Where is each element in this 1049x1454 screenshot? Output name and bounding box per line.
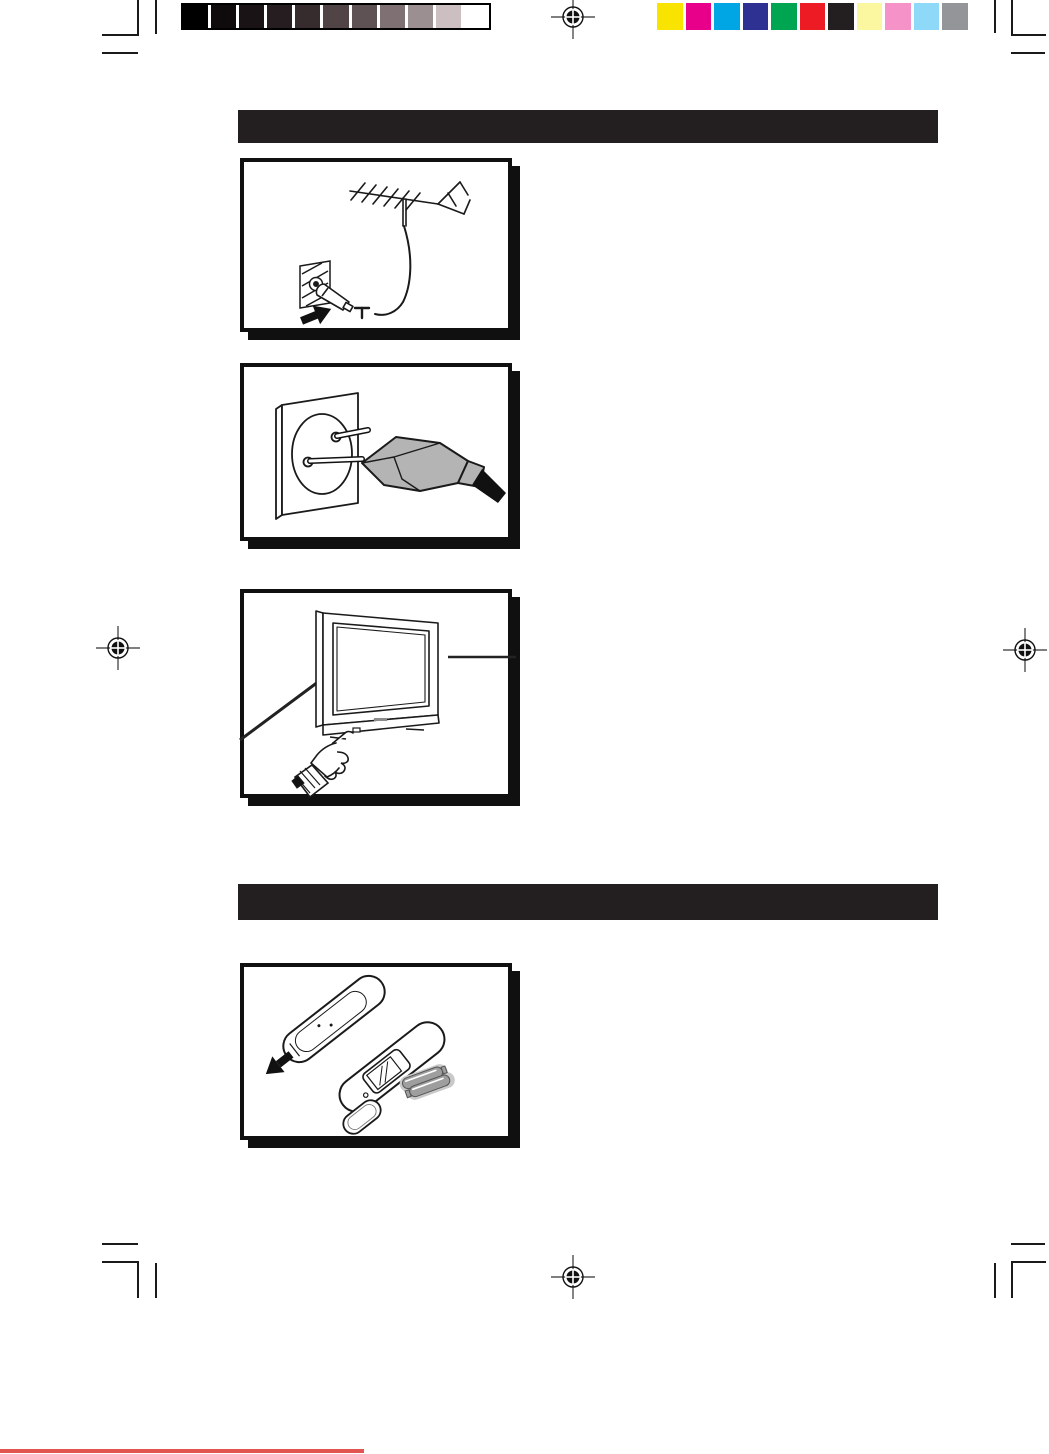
calibration-swatch bbox=[857, 3, 883, 30]
figure-remote-batteries bbox=[240, 963, 512, 1140]
remote-illustration bbox=[244, 967, 508, 1136]
crop-mark bbox=[155, 1263, 157, 1298]
tv-illustration bbox=[240, 589, 516, 802]
calibration-swatch bbox=[714, 3, 740, 30]
brand-logo bbox=[374, 718, 387, 721]
calibration-swatch bbox=[686, 3, 712, 30]
figure-mains-plug bbox=[240, 363, 512, 541]
calibration-swatch bbox=[239, 5, 264, 28]
calibration-swatch bbox=[183, 5, 208, 28]
calibration-swatch bbox=[828, 3, 854, 30]
crop-mark bbox=[1011, 0, 1013, 35]
calibration-swatch bbox=[352, 5, 377, 28]
plug-illustration bbox=[244, 367, 508, 537]
footer-red-line bbox=[0, 1449, 364, 1453]
calibration-swatch bbox=[436, 5, 461, 28]
color-calibration-strip bbox=[657, 3, 968, 30]
calibration-swatch bbox=[657, 3, 683, 30]
calibration-swatch bbox=[771, 3, 797, 30]
crop-mark bbox=[137, 1261, 139, 1298]
crop-mark bbox=[102, 52, 138, 54]
calibration-swatch bbox=[408, 5, 433, 28]
crop-mark bbox=[102, 1243, 138, 1245]
crop-mark bbox=[1011, 52, 1045, 54]
calibration-swatch bbox=[267, 5, 292, 28]
registration-mark-icon bbox=[551, 0, 595, 39]
registration-mark-icon bbox=[1003, 628, 1047, 672]
calibration-swatch bbox=[295, 5, 320, 28]
calibration-swatch bbox=[885, 3, 911, 30]
grayscale-calibration-strip bbox=[181, 3, 491, 30]
aerial-illustration bbox=[244, 162, 508, 328]
registration-mark-icon bbox=[96, 626, 140, 670]
calibration-swatch bbox=[211, 5, 236, 28]
crop-mark bbox=[1011, 1243, 1045, 1245]
calibration-swatch bbox=[323, 5, 348, 28]
calibration-swatch bbox=[743, 3, 769, 30]
crop-mark bbox=[994, 0, 996, 33]
crop-mark bbox=[155, 0, 157, 34]
calibration-swatch bbox=[380, 5, 405, 28]
calibration-swatch bbox=[914, 3, 940, 30]
registration-mark-icon bbox=[551, 1255, 595, 1299]
crop-mark bbox=[1011, 1261, 1046, 1263]
crop-mark bbox=[1011, 34, 1046, 36]
figure-aerial-connection bbox=[240, 158, 512, 332]
section-header-bar-1 bbox=[238, 110, 938, 143]
section-header-bar-2 bbox=[238, 884, 938, 920]
calibration-swatch bbox=[942, 3, 968, 30]
crop-mark bbox=[137, 0, 139, 35]
crop-mark bbox=[102, 34, 139, 36]
figure-tv-power-button bbox=[240, 589, 512, 798]
power-button bbox=[353, 728, 360, 732]
crop-mark bbox=[994, 1263, 996, 1298]
crop-mark bbox=[1011, 1261, 1013, 1298]
calibration-swatch bbox=[800, 3, 826, 30]
crop-mark bbox=[102, 1261, 139, 1263]
calibration-swatch bbox=[464, 5, 489, 28]
